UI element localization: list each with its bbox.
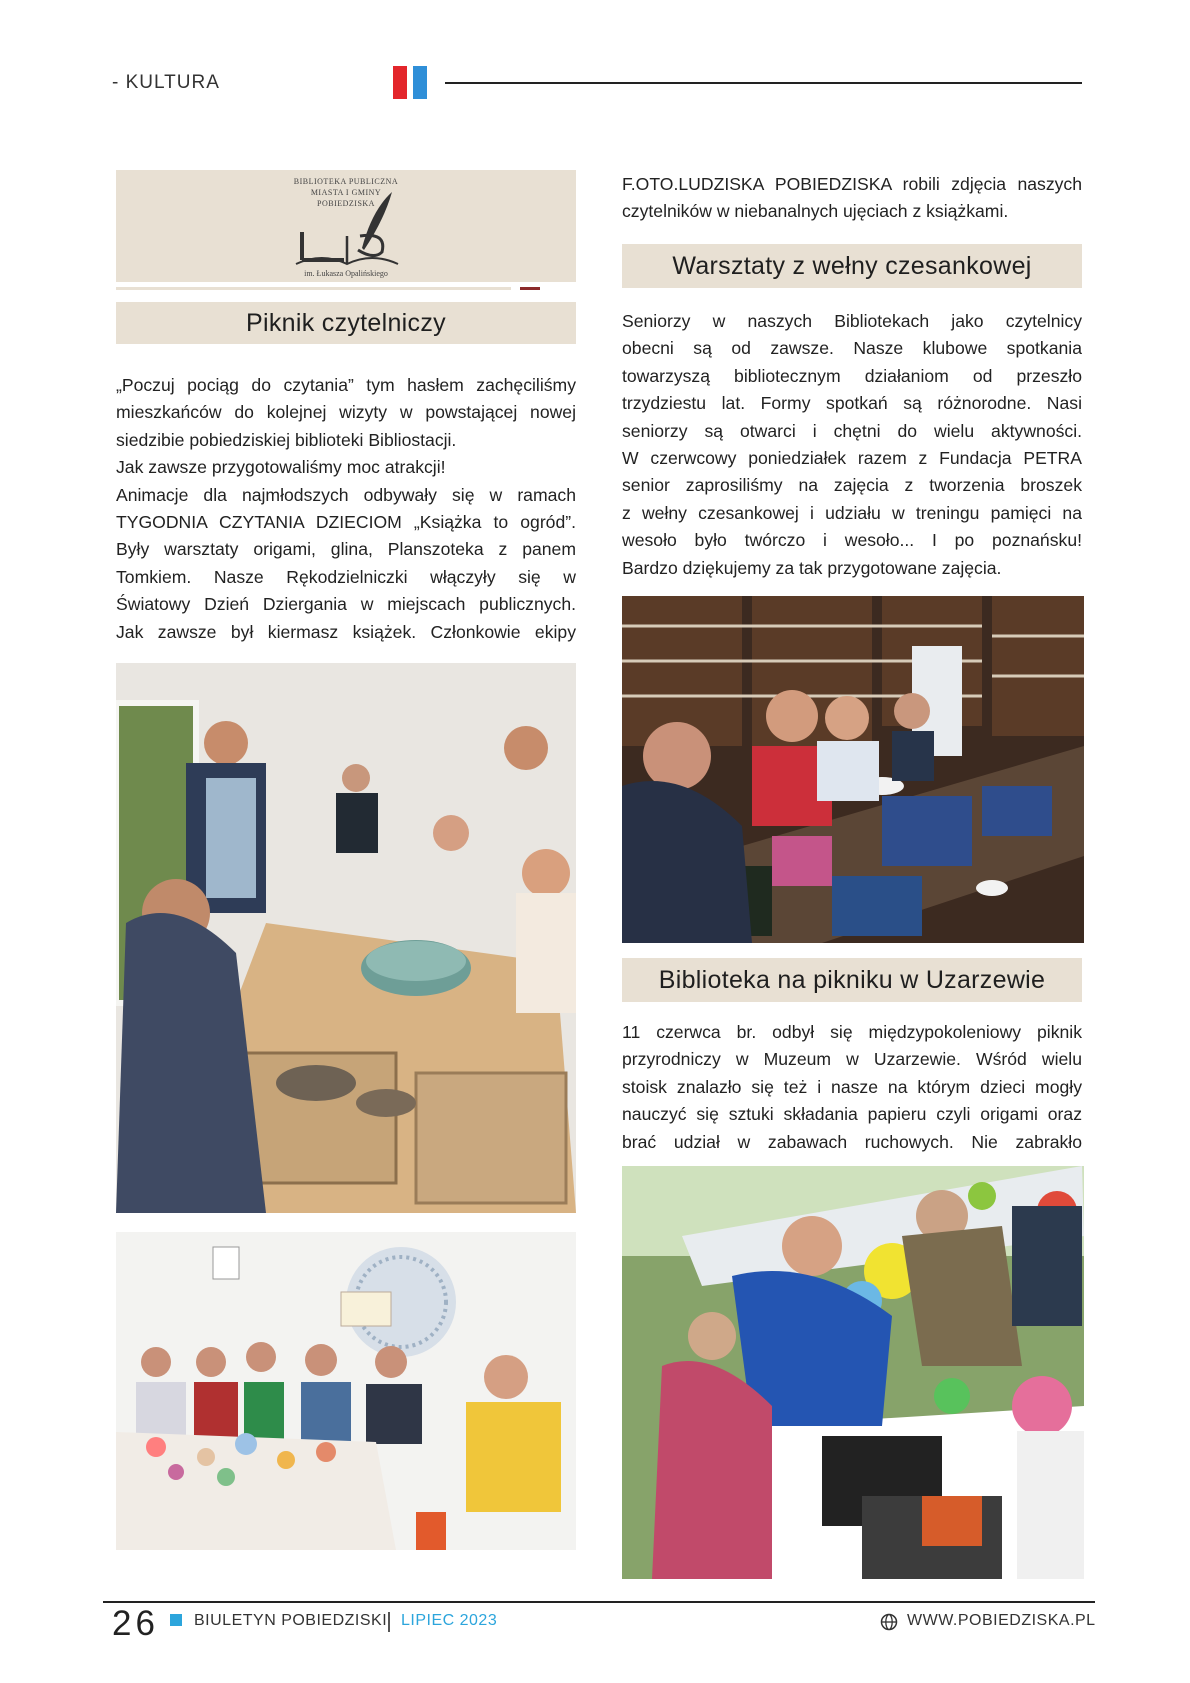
text-line: wesoło było twórczo i wesoło... I po poznańsku!: [622, 530, 1082, 551]
photo-clay-workshop: [116, 663, 576, 1213]
footer-accent-square: [170, 1614, 182, 1626]
footer-rule: [103, 1601, 1095, 1603]
flag-red-bar: [393, 66, 407, 99]
logo-subtitle: im. Łukasza Opalińskiego: [304, 269, 388, 278]
publication-name: BIULETYN POBIEDZISKI: [194, 1612, 388, 1629]
text-line: Jak zawsze przygotowaliśmy moc atrakcji!: [116, 457, 446, 478]
text-line: seniorzy są otwarci i chętni do wielu aktywności.: [622, 420, 1082, 441]
text-line: nauczyć się sztuki składania papieru czyli origami oraz: [622, 1104, 1082, 1125]
heading-piknik: Piknik czytelniczy: [116, 302, 576, 344]
open-book-quill-icon: [292, 190, 402, 270]
text-line: 11 czerwca br. odbył się międzypokoleniowy piknik: [622, 1022, 1082, 1042]
logo-line-3: POBIEDZISKA: [317, 199, 375, 208]
publication-date: LIPIEC 2023: [401, 1612, 498, 1629]
logo-divider-accent: [520, 287, 540, 290]
paragraph-uzarzewo: [622, 1019, 1082, 1156]
text-line: z wełny czesankowej i udziału w treningu pamięci na: [622, 502, 1082, 523]
text-line: przyrodniczy w Muzeum w Uzarzewie. Wśród wielu: [622, 1049, 1082, 1070]
text-line: Seniorzy w naszych Bibliotekach jako czytelnicy: [622, 311, 1082, 331]
paragraph-warsztaty: [622, 308, 1082, 582]
text-line: W czerwcowy poniedziałek razem z Fundacja PETRA: [622, 447, 1082, 468]
text-line: TYGODNIA CZYTANIA DZIECIOM „Książka to ogród”.: [116, 511, 576, 532]
heading-uzarzewo: Biblioteka na pikniku w Uzarzewie: [622, 958, 1082, 1002]
website-url[interactable]: WWW.POBIEDZISKA.PL: [907, 1612, 1096, 1629]
photo-knitting-seniors: [116, 1232, 576, 1550]
text-line: mieszkańców do kolejnej wizyty w powstającej nowej: [116, 402, 576, 423]
text-line: towarzyszą bibliotecznym działaniom od przeszło: [622, 365, 1082, 386]
text-line: brać udział w zabawach ruchowych. Nie zabrakło: [622, 1131, 1082, 1152]
logo-line-1: BIBLIOTEKA PUBLICZNA: [293, 177, 399, 186]
text-line: Animacje dla najmłodszych odbywały się w ramach: [116, 484, 576, 505]
text-line: trzydziestu lat. Formy spotkań są różnorodne. Nasi: [622, 393, 1082, 414]
text-line: Jak zawsze był kiermasz książek. Członkowie ekipy: [116, 621, 576, 642]
header-rule: [445, 82, 1082, 84]
text-line: senior zaprosiliśmy na zajęcia z tworzenia broszek: [622, 475, 1082, 496]
text-line: Były warsztaty origami, glina, Planszoteka z panem: [116, 539, 576, 560]
flag-blue-bar: [413, 66, 427, 99]
text-line: „Poczuj pociąg do czytania” tym hasłem zachęciliśmy: [116, 375, 576, 395]
text-line: czytelników w niebanalnych ujęciach z książkami.: [622, 201, 1009, 222]
text-line: stoisk znalazło się też i nasze na którym dzieci mogły: [622, 1076, 1082, 1097]
paragraph-intro: [622, 171, 1082, 226]
heading-warsztaty: Warsztaty z wełny czesankowej: [622, 244, 1082, 288]
photo-library-workshop: [622, 596, 1084, 943]
text-line: obecni są od zawsze. Nasze klubowe spotkania: [622, 338, 1082, 359]
text-line: Tomkiem. Nasze Rękodzielniczki włączyły się w: [116, 566, 576, 587]
page-number: 26: [112, 1604, 159, 1643]
photo-picnic-uzarzewo: [622, 1166, 1084, 1579]
text-line: Światowy Dzień Dziergania w miejscach publicznych.: [116, 594, 576, 615]
footer-separator: [388, 1612, 390, 1632]
globe-icon: [880, 1613, 898, 1631]
paragraph-piknik: [116, 372, 576, 646]
section-label: - KULTURA: [112, 72, 220, 93]
library-logo: [116, 170, 576, 282]
text-line: siedzibie pobiedziskiej biblioteki Bibliostacji.: [116, 429, 457, 450]
text-line: Bardzo dziękujemy za tak przygotowane zajęcia.: [622, 557, 1002, 578]
logo-line-2: MIASTA I GMINY: [310, 188, 382, 197]
logo-divider: [116, 287, 511, 290]
text-line: F.OTO.LUDZISKA POBIEDZISKA robili zdjęcia naszych: [622, 174, 1082, 194]
